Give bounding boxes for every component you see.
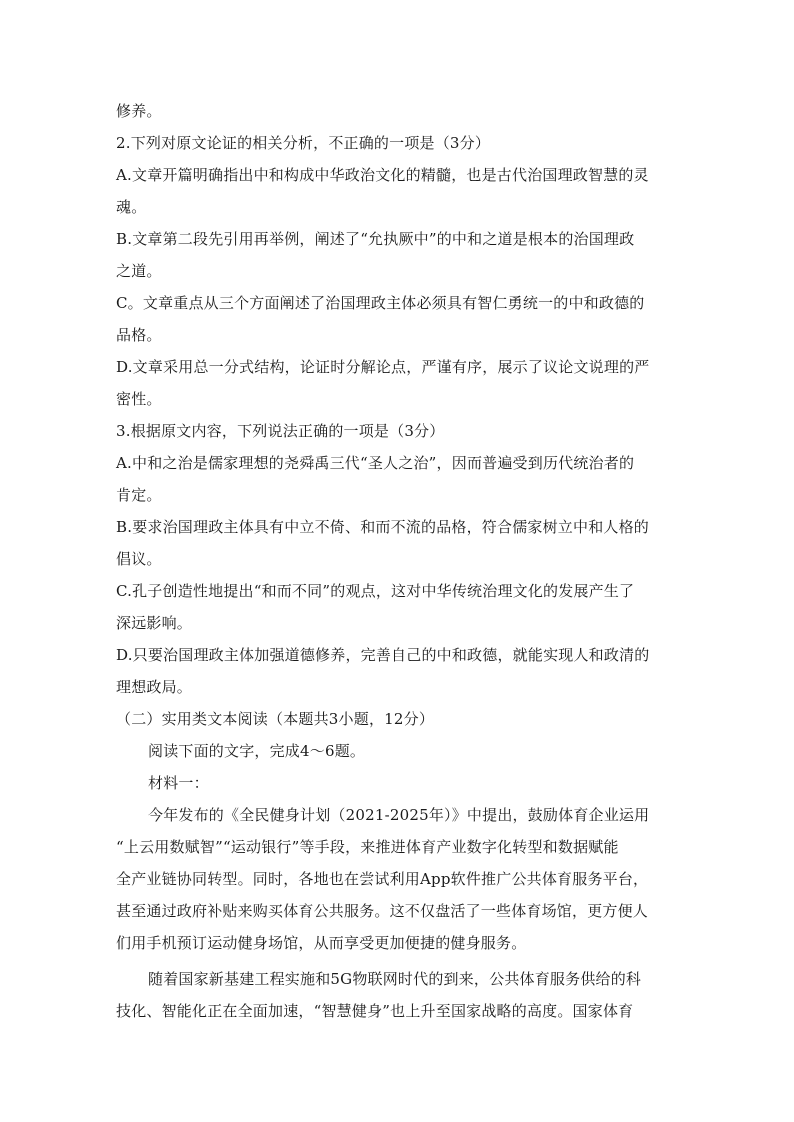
question-3-option-d: D.只要治国理政主体加强道德修养，完善自己的中和政德，就能实现人和政清的 <box>116 646 650 664</box>
text-line-continuation: 修养。 <box>116 102 162 120</box>
material-label: 材料一： <box>148 774 209 792</box>
question-2-option-b-cont: 之道。 <box>116 262 162 280</box>
question-2-option-d: D.文章采用总一分式结构，论证时分解论点，严谨有序，展示了议论文说理的严 <box>116 358 650 376</box>
question-3-option-a-cont: 肯定。 <box>116 486 162 504</box>
question-2-option-a-cont: 魂。 <box>116 198 147 216</box>
question-2-option-c: C。文章重点从三个方面阐述了治国理政主体必须具有智仁勇统一的中和政德的 <box>116 294 645 312</box>
question-3-option-a: A.中和之治是儒家理想的尧舜禹三代“圣人之治”，因而普遍受到历代统治者的 <box>116 454 635 472</box>
section-instruction: 阅读下面的文字，完成4～6题。 <box>148 742 366 760</box>
material-paragraph-2-line-2: 技化、智能化正在全面加速，“智慧健身”也上升至国家战略的高度。国家体育 <box>116 1002 634 1020</box>
material-paragraph-1-line-2: “上云用数赋智”“运动银行”等手段，来推进体育产业数字化转型和数据赋能 <box>116 838 619 856</box>
question-3-option-b-cont: 倡议。 <box>116 550 162 568</box>
question-3-option-c: C.孔子创造性地提出“和而不同”的观点，这对中华传统治理文化的发展产生了 <box>116 582 635 600</box>
question-3-option-c-cont: 深远影响。 <box>116 614 193 632</box>
question-2-option-a: A.文章开篇明确指出中和构成中华政治文化的精髓，也是古代治国理政智慧的灵 <box>116 166 649 184</box>
question-3-option-b: B.要求治国理政主体具有中立不倚、和而不流的品格，符合儒家树立中和人格的 <box>116 518 649 536</box>
question-3-option-d-cont: 理想政局。 <box>116 678 193 696</box>
material-paragraph-1-line-5: 们用手机预订运动健身场馆，从而享受更加便捷的健身服务。 <box>116 934 527 952</box>
material-paragraph-1-line-4: 甚至通过政府补贴来购买体育公共服务。这不仅盘活了一些体育场馆，更方便人 <box>116 902 649 920</box>
question-3-stem: 3.根据原文内容，下列说法正确的一项是（3分） <box>116 422 445 440</box>
material-paragraph-1-line-1: 今年发布的《全民健身计划（2021-2025年）》中提出，鼓励体育企业运用 <box>148 806 650 824</box>
question-2-stem: 2.下列对原文论证的相关分析，不正确的一项是（3分） <box>116 134 491 152</box>
question-2-option-c-cont: 品格。 <box>116 326 162 344</box>
material-paragraph-2-line-1: 随着国家新基建工程实施和5G物联网时代的到来，公共体育服务供给的科 <box>148 970 642 988</box>
section-heading: （二）实用类文本阅读（本题共3小题，12分） <box>116 710 435 728</box>
question-2-option-b: B.文章第二段先引用再举例，阐述了“允执厥中”的中和之道是根本的治国理政 <box>116 230 635 248</box>
question-2-option-d-cont: 密性。 <box>116 390 162 408</box>
material-paragraph-1-line-3: 全产业链协同转型。同时，各地也在尝试利用App软件推广公共体育服务平台， <box>116 870 649 888</box>
